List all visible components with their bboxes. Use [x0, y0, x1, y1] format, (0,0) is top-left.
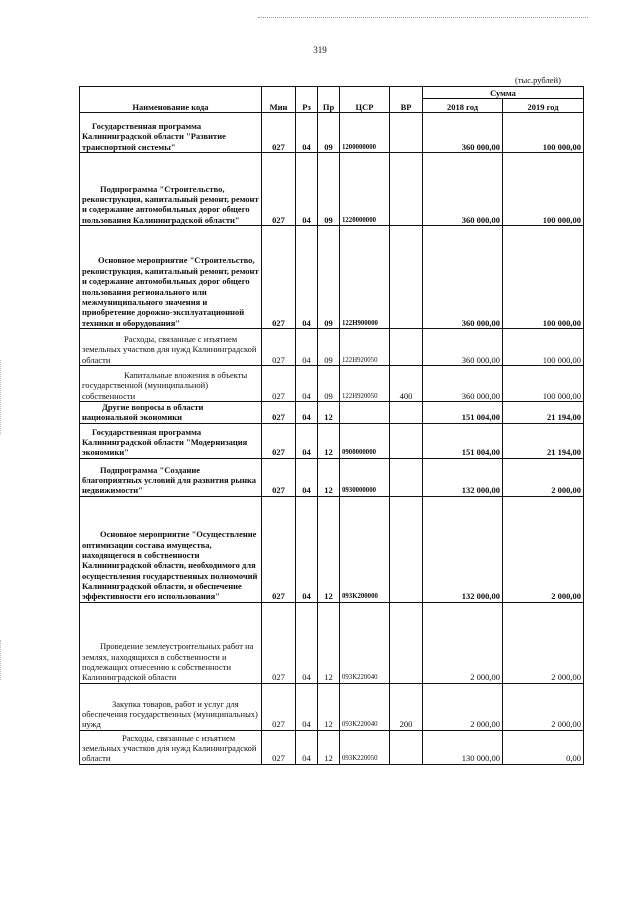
table-row — [80, 226, 584, 329]
table-body — [80, 113, 584, 765]
cell-name: Основное мероприятие "Осуществление оптимизации состава имущества, находящегося в собственности Калининградской области, необходимого для осуществления государственных полномочий Калининградской области, и обеспечение эффективности его использования" — [80, 496, 262, 602]
cell-2018: 132 000,00 — [423, 458, 503, 496]
cell-min: 027 — [262, 458, 296, 496]
cell-min: 027 — [262, 402, 296, 424]
cell-name: Подпрограмма "Строительство, реконструкция, капитальный ремонт, ремонт и содержание автомобильных дорог общего пользования Калининградской области" — [80, 153, 262, 226]
cell-pr: 09 — [318, 113, 340, 153]
scan-margin-mark — [0, 360, 2, 435]
cell-pr: 12 — [318, 402, 340, 424]
cell-pr: 12 — [318, 683, 340, 730]
cell-name: Проведение землеустроительных работ на землях, находящихся в собственности и подлежащих отнесению к собственности Калининградской области — [80, 602, 262, 683]
cell-min: 027 — [262, 329, 296, 366]
cell-2018: 130 000,00 — [423, 730, 503, 764]
cell-2018: 360 000,00 — [423, 153, 503, 226]
cell-csr: 093K220050 — [340, 730, 390, 764]
cell-2018: 360 000,00 — [423, 226, 503, 329]
cell-2018: 360 000,00 — [423, 329, 503, 366]
cell-name: Расходы, связанные с изъятием земельных участков для нужд Калининградской области — [80, 329, 262, 366]
cell-rz: 04 — [296, 113, 318, 153]
cell-vr — [390, 402, 423, 424]
header-csr: ЦСР — [340, 87, 390, 113]
table-row — [80, 730, 584, 764]
cell-csr: 0900000000 — [340, 423, 390, 458]
cell-name: Подпрограмма "Создание благоприятных условий для развития рынка недвижимости" — [80, 458, 262, 496]
cell-pr: 12 — [318, 458, 340, 496]
cell-csr: 122H920050 — [340, 366, 390, 402]
header-rz: Рз — [296, 87, 318, 113]
cell-rz: 04 — [296, 496, 318, 602]
cell-min: 027 — [262, 113, 296, 153]
cell-csr: 1200000000 — [340, 113, 390, 153]
cell-csr: 093K220040 — [340, 602, 390, 683]
cell-min: 027 — [262, 153, 296, 226]
cell-pr: 12 — [318, 602, 340, 683]
cell-2018: 2 000,00 — [423, 683, 503, 730]
cell-rz: 04 — [296, 329, 318, 366]
cell-csr: 122H920050 — [340, 329, 390, 366]
cell-rz: 04 — [296, 153, 318, 226]
header-vr: ВР — [390, 87, 423, 113]
cell-2019: 100 000,00 — [503, 113, 584, 153]
cell-rz: 04 — [296, 402, 318, 424]
table-row — [80, 496, 584, 602]
cell-vr — [390, 153, 423, 226]
cell-2019: 100 000,00 — [503, 226, 584, 329]
cell-2019: 21 194,00 — [503, 402, 584, 424]
cell-2018: 132 000,00 — [423, 496, 503, 602]
units-label: (тыс.рублей) — [515, 75, 561, 85]
cell-2019: 2 000,00 — [503, 683, 584, 730]
cell-pr: 12 — [318, 730, 340, 764]
cell-pr: 09 — [318, 329, 340, 366]
cell-2018: 151 004,00 — [423, 402, 503, 424]
cell-rz: 04 — [296, 226, 318, 329]
header-min: Мин — [262, 87, 296, 113]
cell-vr: 200 — [390, 683, 423, 730]
table-row — [80, 602, 584, 683]
cell-name: Закупка товаров, работ и услуг для обеспечения государственных (муниципальных) нужд — [80, 683, 262, 730]
cell-vr — [390, 730, 423, 764]
cell-min: 027 — [262, 423, 296, 458]
cell-rz: 04 — [296, 730, 318, 764]
page-number: 319 — [313, 45, 327, 55]
cell-name: Государственная программа Калининградской области "Модернизация экономики" — [80, 423, 262, 458]
cell-pr: 12 — [318, 423, 340, 458]
table-row — [80, 458, 584, 496]
table-row — [80, 329, 584, 366]
cell-2019: 21 194,00 — [503, 423, 584, 458]
cell-name: Расходы, связанные с изъятием земельных участков для нужд Калининградской области — [80, 730, 262, 764]
cell-2019: 2 000,00 — [503, 496, 584, 602]
header-pr: Пр — [318, 87, 340, 113]
table-row — [80, 113, 584, 153]
top-scan-line — [258, 17, 588, 18]
header-name: Наименование кода — [80, 87, 262, 113]
scan-margin-mark — [0, 640, 2, 680]
cell-csr — [340, 402, 390, 424]
cell-min: 027 — [262, 730, 296, 764]
cell-vr — [390, 602, 423, 683]
cell-2019: 100 000,00 — [503, 153, 584, 226]
cell-min: 027 — [262, 602, 296, 683]
cell-vr — [390, 496, 423, 602]
header-2019: 2019 год — [503, 99, 584, 113]
cell-vr — [390, 458, 423, 496]
table-row — [80, 153, 584, 226]
cell-name: Государственная программа Калининградской области "Развитие транспортной системы" — [80, 113, 262, 153]
cell-vr — [390, 329, 423, 366]
cell-2019: 100 000,00 — [503, 329, 584, 366]
cell-2019: 0,00 — [503, 730, 584, 764]
cell-2018: 151 004,00 — [423, 423, 503, 458]
cell-name: Другие вопросы в области национальной экономики — [80, 402, 262, 424]
cell-2018: 360 000,00 — [423, 366, 503, 402]
cell-name: Капитальные вложения в объекты государственной (муниципальной) собственности — [80, 366, 262, 402]
cell-2019: 2 000,00 — [503, 458, 584, 496]
cell-pr: 09 — [318, 366, 340, 402]
cell-2019: 100 000,00 — [503, 366, 584, 402]
header-sum: Сумма — [423, 87, 584, 99]
budget-table — [79, 86, 584, 765]
header-2018: 2018 год — [423, 99, 503, 113]
cell-vr — [390, 423, 423, 458]
cell-min: 027 — [262, 683, 296, 730]
cell-vr: 400 — [390, 366, 423, 402]
cell-vr — [390, 226, 423, 329]
cell-min: 027 — [262, 226, 296, 329]
cell-csr: 1220000000 — [340, 153, 390, 226]
cell-min: 027 — [262, 496, 296, 602]
cell-rz: 04 — [296, 458, 318, 496]
cell-csr: 122H900000 — [340, 226, 390, 329]
cell-vr — [390, 113, 423, 153]
cell-rz: 04 — [296, 683, 318, 730]
cell-name: Основное мероприятие "Строительство, реконструкция, капитальный ремонт, ремонт и содержание автомобильных дорог общего пользования регионального или межмуниципального значения и приобретение дорожно-эксплуатационной техники и оборудования" — [80, 226, 262, 329]
cell-rz: 04 — [296, 602, 318, 683]
cell-csr: 0930000000 — [340, 458, 390, 496]
cell-csr: 093K200000 — [340, 496, 390, 602]
cell-2018: 360 000,00 — [423, 113, 503, 153]
cell-pr: 09 — [318, 226, 340, 329]
cell-2019: 2 000,00 — [503, 602, 584, 683]
cell-rz: 04 — [296, 366, 318, 402]
table-row — [80, 683, 584, 730]
table-row — [80, 402, 584, 424]
cell-rz: 04 — [296, 423, 318, 458]
table-row — [80, 366, 584, 402]
cell-csr: 093K220040 — [340, 683, 390, 730]
cell-2018: 2 000,00 — [423, 602, 503, 683]
cell-pr: 09 — [318, 153, 340, 226]
cell-min: 027 — [262, 366, 296, 402]
table-row — [80, 423, 584, 458]
cell-pr: 12 — [318, 496, 340, 602]
